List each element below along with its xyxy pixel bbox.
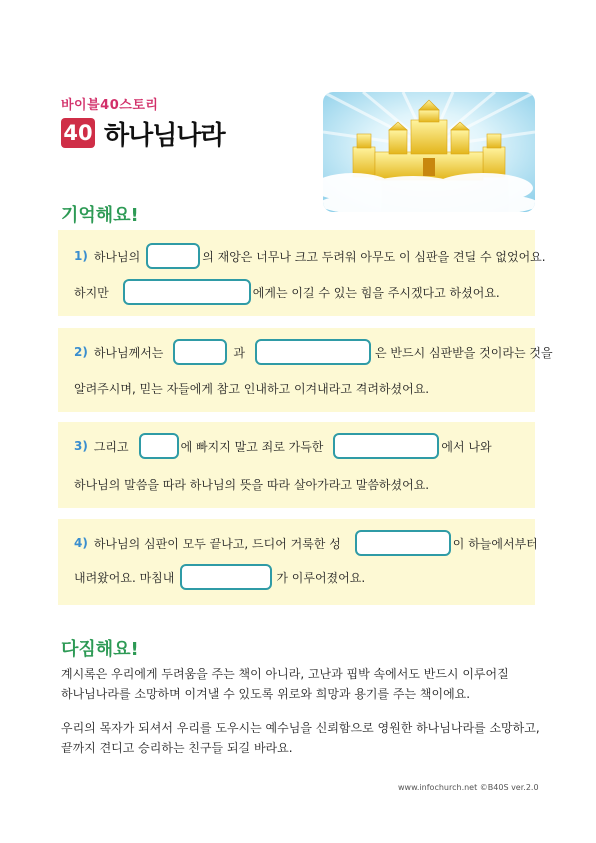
question-text: 이 하늘에서부터 xyxy=(452,536,538,551)
question-text: 하나님의 심판이 모두 끝나고, 드디어 거룩한 성 xyxy=(93,536,341,551)
question-text: 은 반드시 심판받을 것이라는 것을 xyxy=(375,345,553,360)
resolve-paragraph-1 xyxy=(61,664,541,704)
page-title: 하나님나라 xyxy=(104,121,225,151)
question-panel-1 xyxy=(58,230,546,316)
paragraph-line: 우리의 목자가 되셔서 우리를 도우시는 예수님을 신뢰함으로 영원한 하나님나라를 소망하고, xyxy=(61,721,540,735)
question-text: 가 이루어졌어요. xyxy=(276,570,366,585)
answer-blank-1b[interactable] xyxy=(123,279,251,305)
answer-blank-2a[interactable] xyxy=(173,339,227,365)
paragraph-line: 하나님나라를 소망하며 이겨낼 수 있도록 위로와 희망과 용기를 주는 책이에요. xyxy=(61,687,471,701)
question-text: 하지만 xyxy=(74,285,109,300)
resolve-paragraph-2 xyxy=(61,718,541,758)
question-text: 의 재앙은 너무나 크고 두려워 아무도 이 심판을 견딜 수 없었어요. xyxy=(202,249,546,264)
heavenly-city-illustration xyxy=(323,92,535,212)
lesson-number-badge: 40 xyxy=(61,118,95,148)
footer-credit: www.infochurch.net ©B40S ver.2.0 xyxy=(398,783,539,792)
question-text: 과 xyxy=(233,345,245,360)
series-label: 바이블40스토리 xyxy=(61,98,159,113)
answer-blank-1a[interactable] xyxy=(146,243,200,269)
question-number: 4) xyxy=(74,536,88,550)
question-number: 1) xyxy=(74,249,88,263)
answer-blank-4a[interactable] xyxy=(355,530,451,556)
section-heading-remember: 기억해요! xyxy=(61,205,139,226)
question-number: 2) xyxy=(74,345,88,359)
question-text: 하나님의 말씀을 따라 하나님의 뜻을 따라 살아가라고 말씀하셨어요. xyxy=(74,477,430,492)
question-panel-4 xyxy=(58,519,538,605)
answer-blank-3b[interactable] xyxy=(333,433,439,459)
question-text: 에서 나와 xyxy=(441,439,492,454)
section-heading-resolve: 다짐해요! xyxy=(61,639,139,660)
answer-blank-4b[interactable] xyxy=(180,564,272,590)
question-text: 알려주시며, 믿는 자들에게 참고 인내하고 이겨내라고 격려하셨어요. xyxy=(74,381,430,396)
answer-blank-3a[interactable] xyxy=(139,433,179,459)
question-number: 3) xyxy=(74,439,88,453)
paragraph-line: 끝까지 견디고 승리하는 친구들 되길 바라요. xyxy=(61,741,293,755)
question-text: 내려왔어요. 마침내 xyxy=(74,570,175,585)
question-text: 에게는 이길 수 있는 힘을 주시겠다고 하셨어요. xyxy=(252,285,500,300)
question-text: 하나님의 xyxy=(93,249,141,264)
paragraph-line: 계시록은 우리에게 두려움을 주는 책이 아니라, 고난과 핍박 속에서도 반드시 이루어질 xyxy=(61,667,509,681)
question-panel-3 xyxy=(58,422,535,508)
question-panel-2 xyxy=(58,328,553,412)
question-text: 하나님께서는 xyxy=(93,345,164,360)
question-text: 그리고 xyxy=(93,439,129,454)
answer-blank-2b[interactable] xyxy=(255,339,371,365)
question-text: 에 빠지지 말고 죄로 가득한 xyxy=(180,439,324,454)
